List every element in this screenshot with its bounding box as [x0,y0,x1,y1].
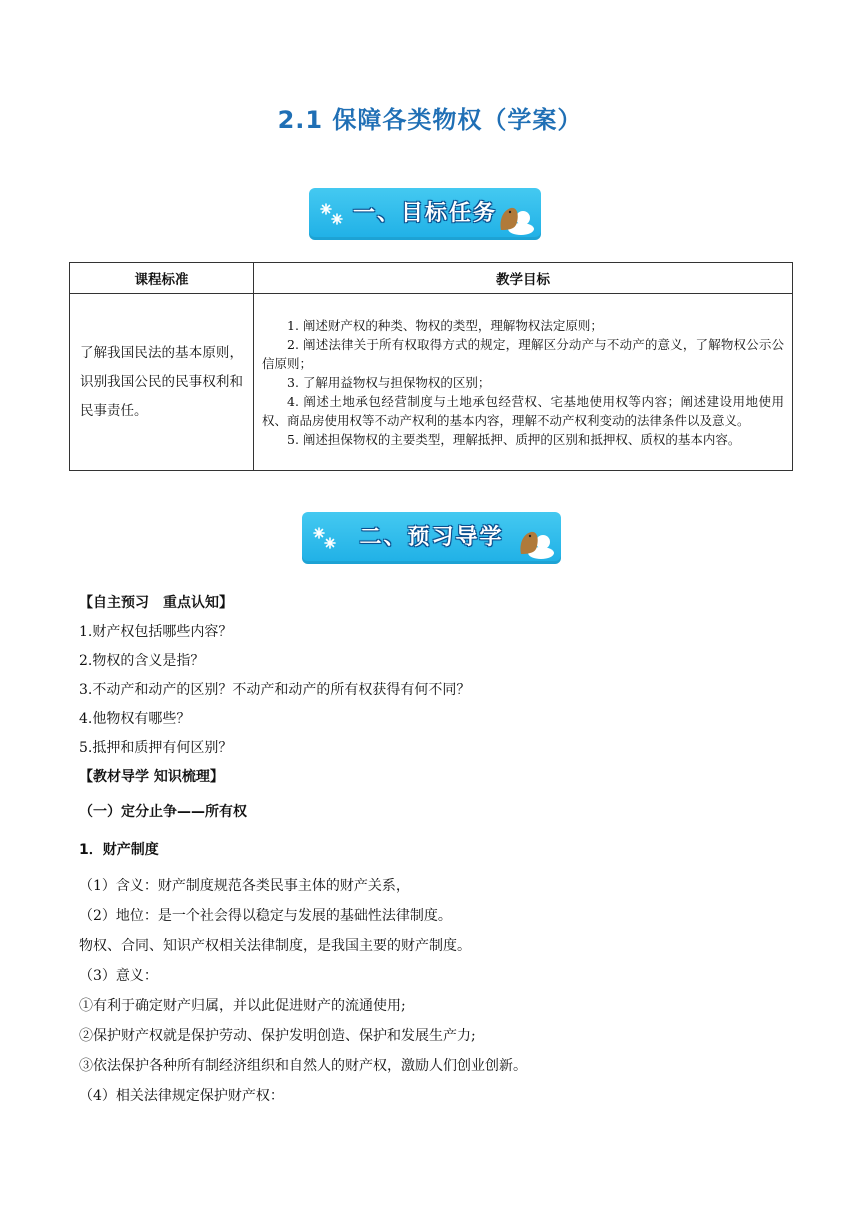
content-line: （3）意义： [79,968,158,984]
content-line: （1）含义：财产制度规范各类民事主体的财产关系， [79,878,410,894]
standard-cell: 了解我国民法的基本原则，识别我国公民的民事权利和民事责任。 [70,294,254,471]
goal-item: 3. 了解用益物权与担保物权的区别； [287,374,491,390]
goals-cell [254,294,793,471]
preview-question: 1.财产权包括哪些内容？ [79,624,233,640]
header-goals: 教学目标 [254,263,793,294]
preview-question: 3.不动产和动产的区别？不动产和动产的所有权获得有何不同？ [79,682,471,698]
banner-label: 二、预习导学 [359,525,504,550]
preview-question: 4.他物权有哪些？ [79,711,191,727]
goal-item: 4. 阐述土地承包经营制度与土地承包经营权、宅基地使用权等内容；阐述建设用地使用权、商品房使用权等不动产权利的基本内容，理解不动产权利变动的法律条件以及意义。 [262,393,784,428]
banner-label: 一、目标任务 [352,201,497,226]
snowman-icon [493,196,535,236]
content-line: （2）地位：是一个社会得以稳定与发展的基础性法律制度。 [79,908,452,924]
page-title: 2.1 保障各类物权（学案） [277,106,583,134]
preview-question: 5.抵押和质押有何区别？ [79,740,233,756]
content-line: ②保护财产权就是保护劳动、保护发明创造、保护和发展生产力; [79,1028,476,1044]
guide-heading: 【教材导学 知识梳理】 [79,769,224,785]
content-line: 物权、合同、知识产权相关法律制度，是我国主要的财产制度。 [79,938,471,954]
preview-question: 2.物权的含义是指？ [79,653,205,669]
section-heading: （一）定分止争——所有权 [79,804,247,820]
goals-table [69,262,793,471]
section-banner-preview [302,512,561,564]
preview-heading: 【自主预习 重点认知】 [79,595,233,611]
goal-item: 2. 阐述法律关于所有权取得方式的规定，理解区分动产与不动产的意义，了解物权公示公信原则； [262,336,784,371]
goal-item: 1. 阐述财产权的种类、物权的类型，理解物权法定原则； [287,317,603,333]
content-line: （4）相关法律规定保护财产权： [79,1088,284,1104]
content-line: ①有利于确定财产归属，并以此促进财产的流通使用; [79,998,406,1014]
goal-item: 5. 阐述担保物权的主要类型，理解抵押、质押的区别和抵押权、质权的基本内容。 [287,431,741,447]
content-line: ③依法保护各种所有制经济组织和自然人的财产权，激励人们创业创新。 [79,1058,527,1074]
section-banner-goals [309,188,541,240]
header-standard: 课程标准 [70,263,254,294]
subsection-heading: 1．财产制度 [79,842,159,858]
snowman-icon [513,520,555,560]
